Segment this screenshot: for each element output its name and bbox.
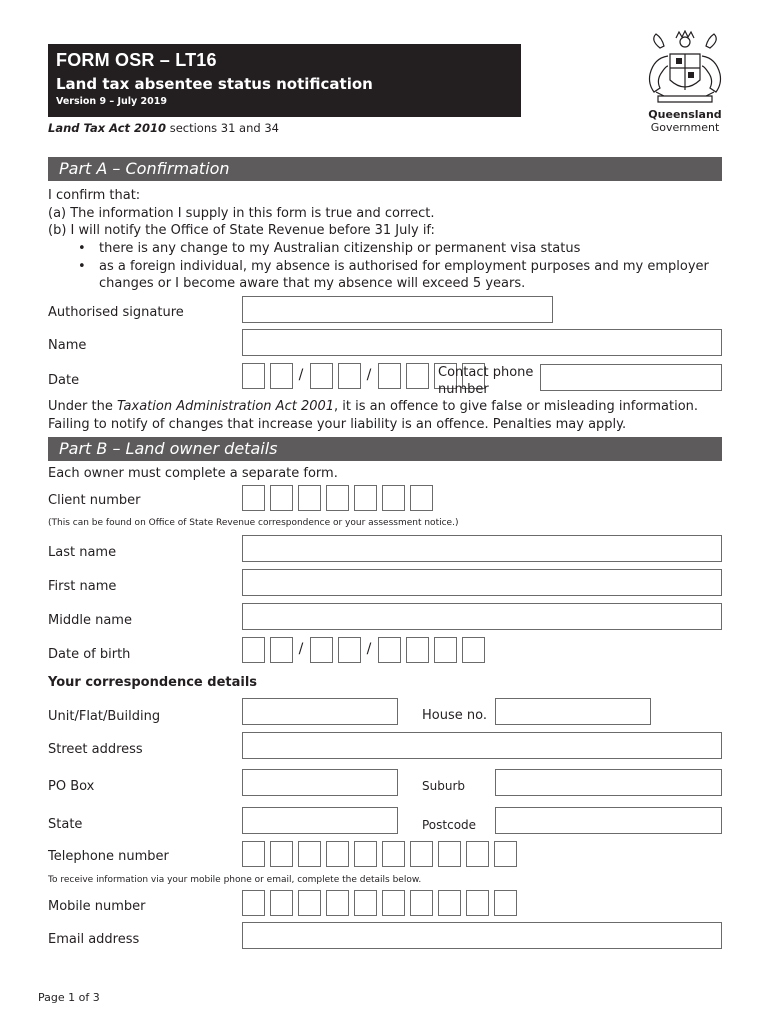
signature-label: Authorised signature <box>48 305 184 320</box>
house-no-field[interactable] <box>495 698 651 725</box>
mobile-number-label: Mobile number <box>48 899 146 914</box>
dob-year-1[interactable] <box>378 637 401 663</box>
telephone-digit[interactable] <box>326 841 349 867</box>
email-label: Email address <box>48 932 140 947</box>
po-box-field[interactable] <box>242 769 398 796</box>
form-code: FORM OSR – LT16 <box>56 50 217 70</box>
telephone-field[interactable] <box>242 841 522 867</box>
confirm-bullet-2: as a foreign individual, my absence is authorised for employment purposes and my employer <box>99 259 709 274</box>
confirm-item-b: (b) I will notify the Office of State Revenue before 31 July if: <box>48 223 435 238</box>
unit-label: Unit/Flat/Building <box>48 709 161 724</box>
act-reference <box>48 121 279 135</box>
mobile-digit[interactable] <box>410 890 433 916</box>
name-field[interactable] <box>242 329 722 356</box>
part-b-intro: Each owner must complete a separate form. <box>48 466 338 481</box>
page-number: Page 1 of 3 <box>38 991 100 1004</box>
warning-pre: Under the <box>48 399 117 414</box>
mobile-digit[interactable] <box>466 890 489 916</box>
mobile-number-field[interactable] <box>242 890 522 916</box>
part-b-heading-bar <box>48 437 722 461</box>
date-year-1[interactable] <box>378 363 401 389</box>
confirm-bullet-2-cont: changes or I become aware that my absence will exceed 5 years. <box>99 276 526 291</box>
telephone-digit[interactable] <box>494 841 517 867</box>
date-separator: / <box>298 367 304 383</box>
date-day-2[interactable] <box>270 363 293 389</box>
mobile-digit[interactable] <box>382 890 405 916</box>
mobile-digit[interactable] <box>354 890 377 916</box>
middle-name-field[interactable] <box>242 603 722 630</box>
signature-field[interactable] <box>242 296 553 323</box>
bullet-icon: • <box>78 259 86 274</box>
unit-field[interactable] <box>242 698 398 725</box>
contact-phone-label-2: number <box>438 382 489 397</box>
part-a-heading: Part A – Confirmation <box>59 159 230 178</box>
postcode-field[interactable] <box>495 807 722 834</box>
act-sections: sections 31 and 34 <box>166 121 279 135</box>
date-month-1[interactable] <box>310 363 333 389</box>
act-name: Land Tax Act 2010 <box>48 121 167 135</box>
client-digit[interactable] <box>298 485 321 511</box>
last-name-field[interactable] <box>242 535 722 562</box>
contact-phone-field[interactable] <box>540 364 722 391</box>
dob-field[interactable] <box>242 637 490 663</box>
postcode-label: Postcode <box>422 818 477 832</box>
part-b-heading: Part B – Land owner details <box>59 439 278 458</box>
telephone-digit[interactable] <box>410 841 433 867</box>
date-year-2[interactable] <box>406 363 429 389</box>
client-number-field[interactable] <box>242 485 438 511</box>
mobile-digit[interactable] <box>326 890 349 916</box>
client-digit[interactable] <box>242 485 265 511</box>
state-label: State <box>48 817 83 832</box>
part-a-heading-bar <box>48 157 722 181</box>
telephone-digit[interactable] <box>242 841 265 867</box>
mobile-digit[interactable] <box>270 890 293 916</box>
dob-label: Date of birth <box>48 647 131 662</box>
correspondence-heading: Your correspondence details <box>48 675 258 690</box>
warning-line-1 <box>48 398 698 415</box>
client-digit[interactable] <box>410 485 433 511</box>
dob-year-4[interactable] <box>462 637 485 663</box>
confirm-intro: I confirm that: <box>48 188 141 203</box>
client-digit[interactable] <box>326 485 349 511</box>
warning-line-2: Failing to notify of changes that increase your liability is an offence. Penalties may apply. <box>48 417 627 432</box>
mobile-digit[interactable] <box>494 890 517 916</box>
mobile-digit[interactable] <box>298 890 321 916</box>
telephone-digit[interactable] <box>466 841 489 867</box>
mobile-email-note: To receive information via your mobile phone or email, complete the details below. <box>48 875 422 885</box>
client-number-label: Client number <box>48 493 141 508</box>
date-label: Date <box>48 373 80 388</box>
dob-year-3[interactable] <box>434 637 457 663</box>
email-field[interactable] <box>242 922 722 949</box>
house-no-label: House no. <box>422 708 487 723</box>
first-name-field[interactable] <box>242 569 722 596</box>
mobile-digit[interactable] <box>438 890 461 916</box>
client-digit[interactable] <box>270 485 293 511</box>
form-title: Land tax absentee status notification <box>56 75 373 93</box>
telephone-digit[interactable] <box>298 841 321 867</box>
client-digit[interactable] <box>382 485 405 511</box>
telephone-digit[interactable] <box>270 841 293 867</box>
suburb-label: Suburb <box>422 779 465 793</box>
logo-line-2: Government <box>650 121 720 134</box>
date-day-1[interactable] <box>242 363 265 389</box>
date-separator: / <box>298 641 304 657</box>
bullet-icon: • <box>78 241 86 256</box>
dob-month-1[interactable] <box>310 637 333 663</box>
first-name-label: First name <box>48 579 117 594</box>
dob-year-2[interactable] <box>406 637 429 663</box>
street-address-field[interactable] <box>242 732 722 759</box>
client-number-note: (This can be found on Office of State Revenue correspondence or your assessment notice.) <box>48 518 459 528</box>
mobile-digit[interactable] <box>242 890 265 916</box>
confirm-item-a: (a) The information I supply in this form is true and correct. <box>48 206 435 221</box>
date-month-2[interactable] <box>338 363 361 389</box>
telephone-digit[interactable] <box>438 841 461 867</box>
po-box-label: PO Box <box>48 779 95 794</box>
client-digit[interactable] <box>354 485 377 511</box>
warning-act: Taxation Administration Act 2001 <box>116 399 335 414</box>
confirm-bullet-1: there is any change to my Australian citizenship or permanent visa status <box>99 241 581 256</box>
middle-name-label: Middle name <box>48 613 132 628</box>
name-label: Name <box>48 338 87 353</box>
last-name-label: Last name <box>48 545 117 560</box>
dob-day-1[interactable] <box>242 637 265 663</box>
date-separator: / <box>366 367 372 383</box>
form-version: Version 9 – July 2019 <box>56 96 167 107</box>
telephone-digit[interactable] <box>354 841 377 867</box>
telephone-label: Telephone number <box>48 849 169 864</box>
suburb-field[interactable] <box>495 769 722 796</box>
dob-month-2[interactable] <box>338 637 361 663</box>
logo-line-1: Queensland <box>648 108 722 121</box>
form-title-block <box>48 44 521 117</box>
queensland-government-logo <box>630 30 740 140</box>
contact-phone-label: Contact phone <box>438 365 534 380</box>
warning-post: , it is an offence to give false or misleading information. <box>334 399 699 414</box>
street-address-label: Street address <box>48 742 143 757</box>
telephone-digit[interactable] <box>382 841 405 867</box>
date-separator: / <box>366 641 372 657</box>
coat-of-arms-icon <box>630 30 740 108</box>
state-field[interactable] <box>242 807 398 834</box>
dob-day-2[interactable] <box>270 637 293 663</box>
